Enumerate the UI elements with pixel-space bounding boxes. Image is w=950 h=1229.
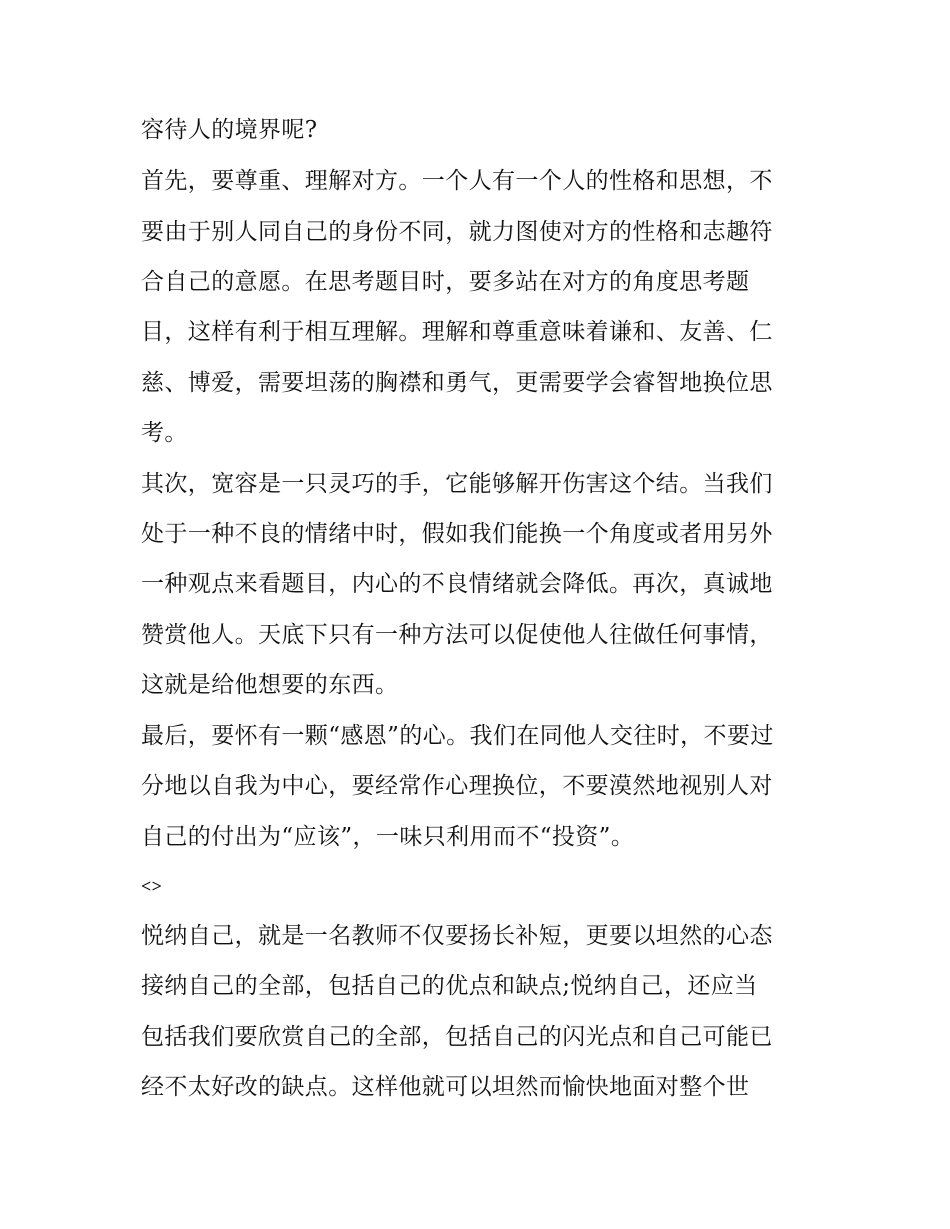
text-line: 接纳自己的全部，包括自己的优点和缺点;悦纳自己，还应当 bbox=[141, 973, 758, 999]
text-line: 自己的付出为“应该”，一味只利用而不“投资”。 bbox=[141, 824, 635, 850]
text-line: 分地以自我为中心，要经常作心理换位，不要漠然地视别人对 bbox=[141, 773, 773, 799]
text-line: 包括我们要欣赏自己的全部，包括自己的闪光点和自己可能已 bbox=[141, 1024, 773, 1050]
text-line: 目，这样有利于相互理解。理解和尊重意味着谦和、友善、仁 bbox=[141, 319, 773, 345]
text-line: 经不太好改的缺点。这样他就可以坦然而愉快地面对整个世 bbox=[141, 1074, 750, 1100]
text-line: 这就是给他想要的东西。 bbox=[141, 672, 399, 698]
text-line: 最后，要怀有一颗“感恩”的心。我们在同他人交往时，不要过 bbox=[141, 723, 774, 749]
text-line: 处于一种不良的情绪中时，假如我们能换一个角度或者用另外 bbox=[141, 521, 773, 547]
text-line: 慈、博爱，需要坦荡的胸襟和勇气，更需要学会睿智地换位思 bbox=[141, 370, 773, 396]
text-line: 首先，要尊重、理解对方。一个人有一个人的性格和思想，不 bbox=[141, 168, 773, 194]
text-line: 其次，宽容是一只灵巧的手，它能够解开伤害这个结。当我们 bbox=[141, 471, 773, 497]
text-line: 悦纳自己，就是一名教师不仅要扬长补短，更要以坦然的心态 bbox=[141, 923, 773, 949]
text-line: 合自己的意愿。在思考题目时，要多站在对方的角度思考题 bbox=[141, 269, 750, 295]
text-line: 考。 bbox=[141, 420, 188, 446]
text-line: 容待人的境界呢? bbox=[141, 117, 318, 143]
text-line: 一种观点来看题目，内心的不良情绪就会降低。再次，真诚地 bbox=[141, 571, 773, 597]
text-line: 赞赏他人。天底下只有一种方法可以促使他人往做任何事情， bbox=[141, 622, 773, 648]
section-marker: <> bbox=[141, 876, 163, 896]
text-line: 要由于别人同自己的身份不同，就力图使对方的性格和志趣符 bbox=[141, 219, 773, 245]
